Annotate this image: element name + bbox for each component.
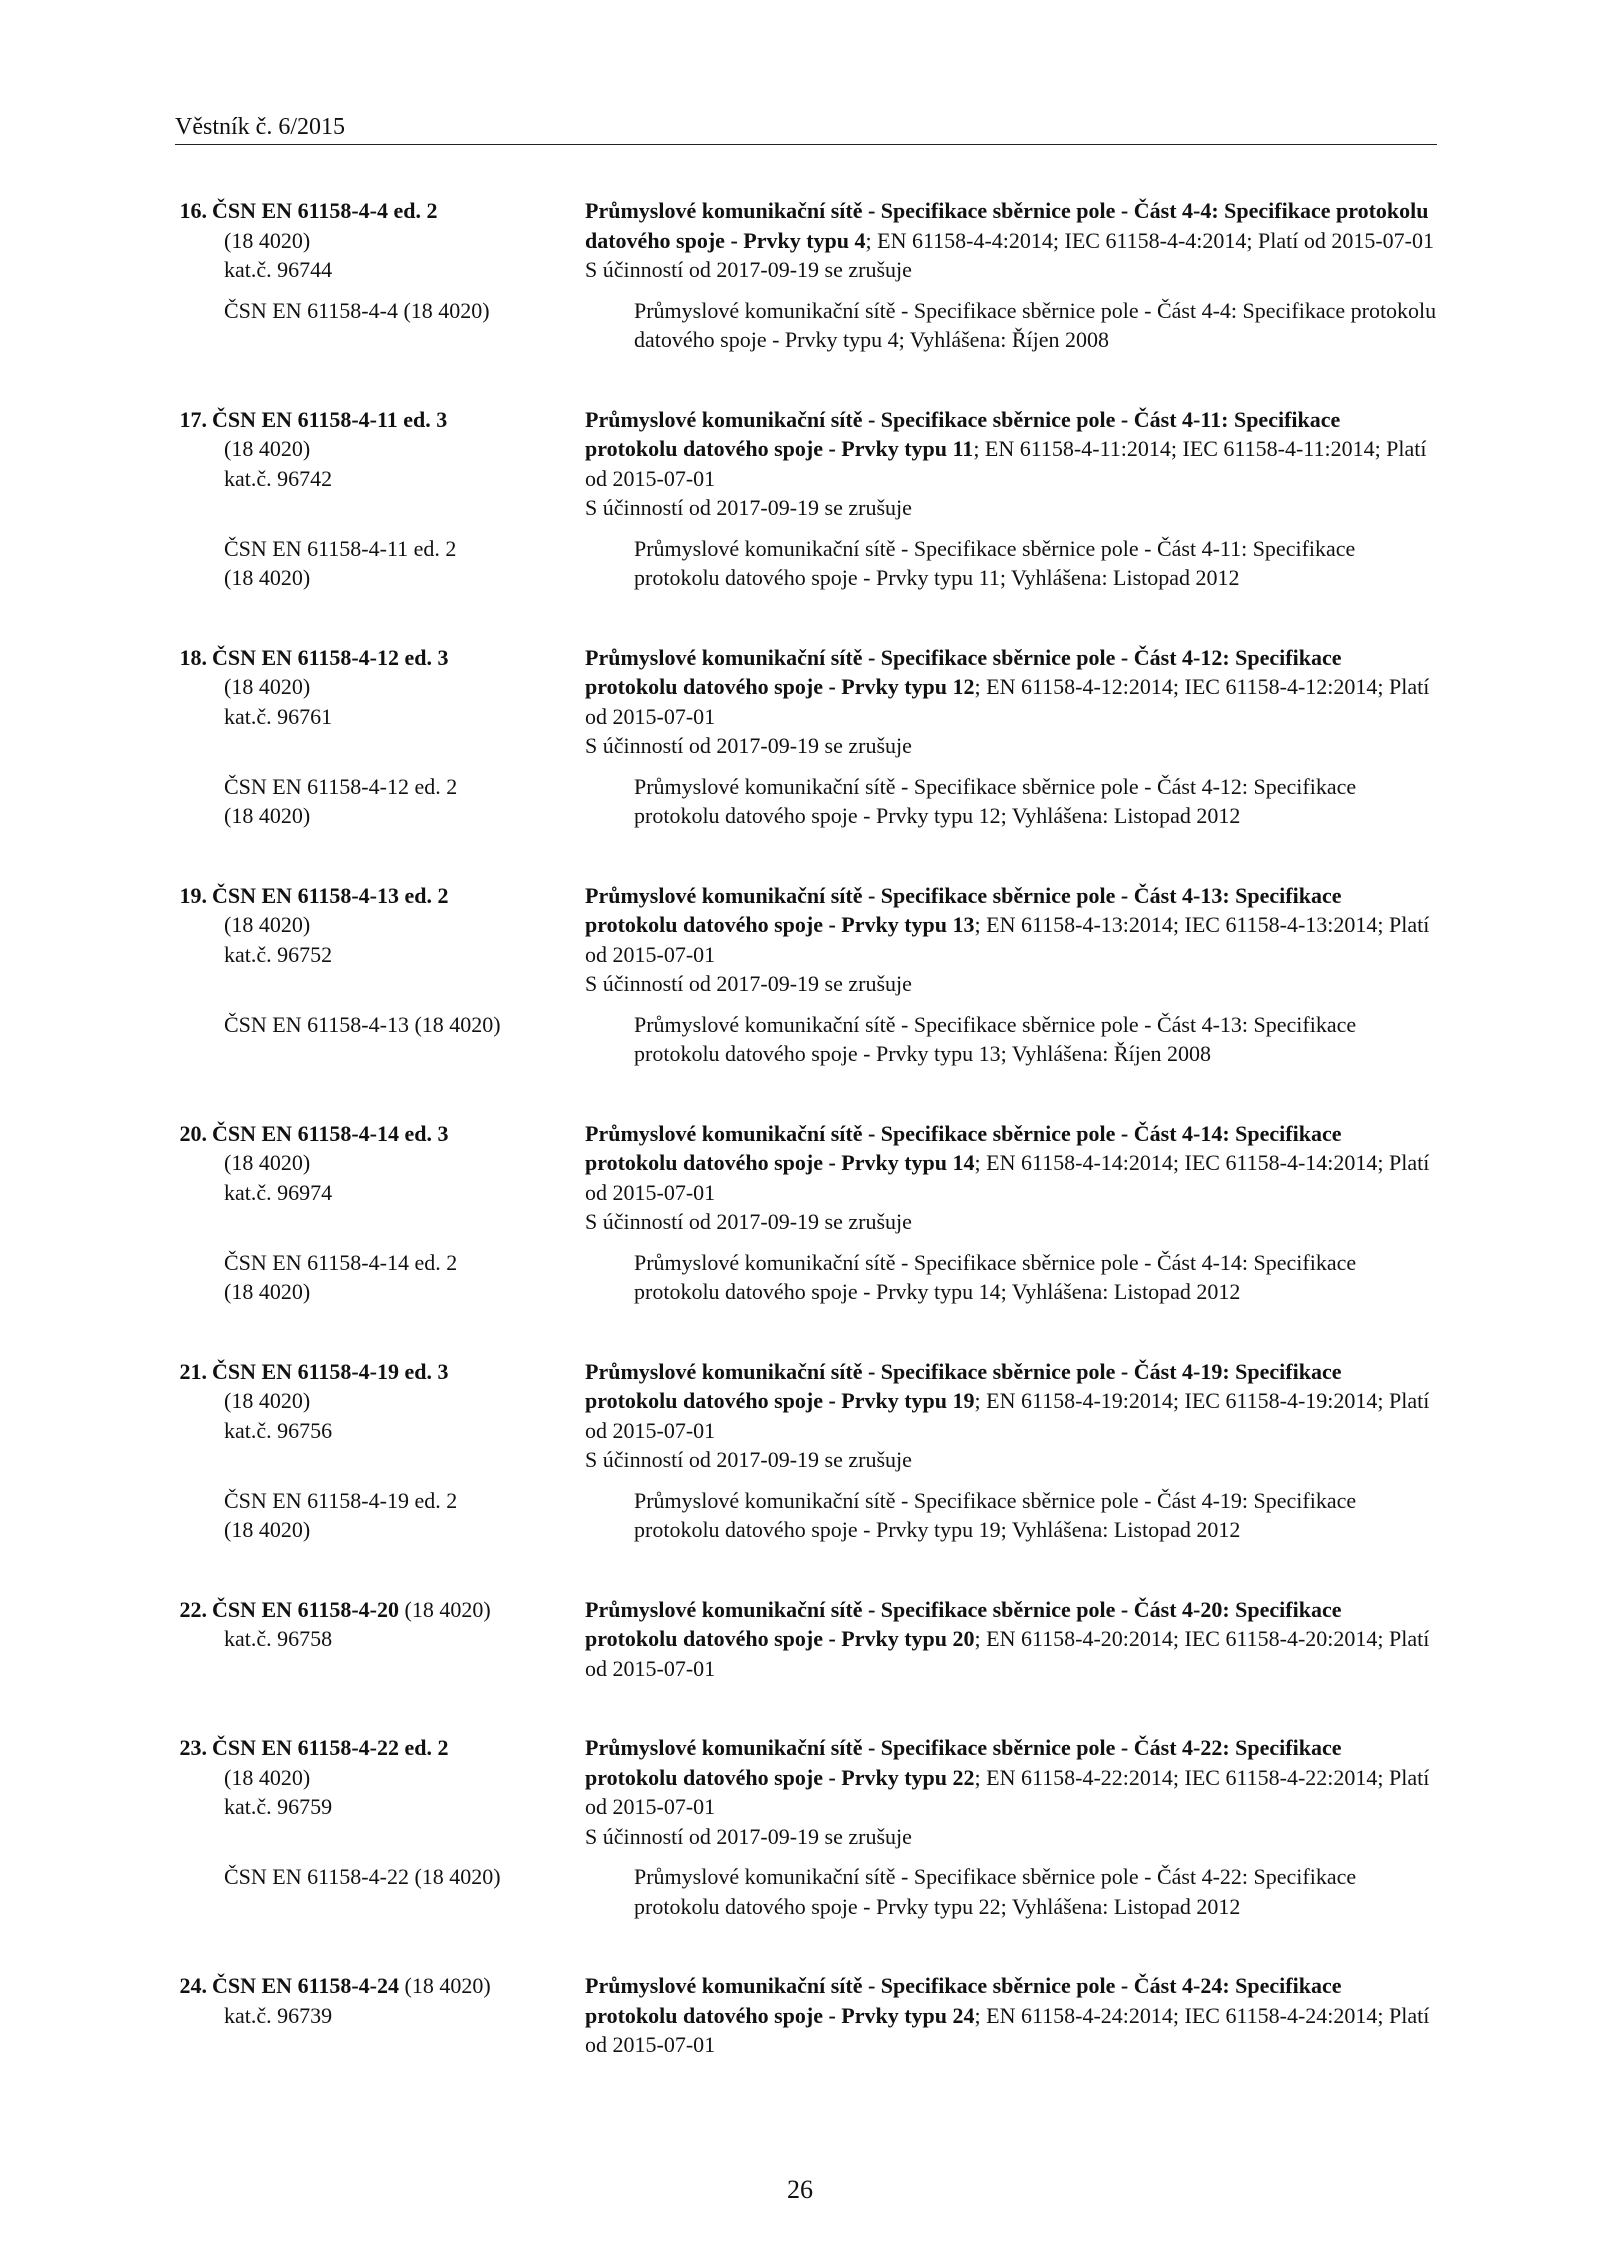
replaced-standard-code	[175, 534, 634, 593]
entry-number: 16.	[179, 198, 207, 223]
replaced-standard-code	[175, 1248, 634, 1307]
standard-code-line	[175, 405, 585, 435]
standard-title-rest: ; EN 61158-4-12:2014; IEC 61158-4-12:2014; Platí od 2015-07-01	[585, 674, 1430, 729]
standard-main-block	[175, 1971, 1437, 2060]
standard-title	[585, 643, 1437, 732]
standard-title-bold: Průmyslové komunikační sítě - Specifikace sběrnice pole - Část 4-24: Specifikace protokolu datového spoje - Prvky typu 24	[585, 1973, 1342, 2028]
replaced-standard-code	[175, 1862, 634, 1921]
replaced-code-line: (18 4020)	[224, 1517, 311, 1542]
standard-main-block	[175, 881, 1437, 999]
standard-entry	[175, 1971, 1437, 2060]
standard-title-rest: ; EN 61158-4-19:2014; IEC 61158-4-19:2014; Platí od 2015-07-01	[585, 1388, 1430, 1443]
standard-description	[585, 881, 1437, 999]
entry-number: 17.	[179, 406, 207, 432]
replaced-standard-block	[175, 1248, 1437, 1307]
standard-entry	[175, 405, 1437, 593]
standard-class-code: (18 4020)	[399, 1596, 491, 1622]
replaced-standard-description: Průmyslové komunikační sítě - Specifikace sběrnice pole - Část 4-4: Specifikace protokolu datového spoje - Prvky typu 4; Vyhlášena: Říjen 2008	[634, 297, 1437, 352]
standard-entry	[175, 881, 1437, 1069]
standard-meta-line: kat.č. 96739	[224, 2002, 333, 2028]
standard-meta-line: kat.č. 96759	[224, 1794, 333, 1819]
replaced-code-line: (18 4020)	[224, 565, 311, 590]
standard-code-line	[175, 1119, 585, 1149]
entry-number: 23.	[179, 1735, 207, 1760]
standard-meta-line: (18 4020)	[224, 227, 311, 253]
replaced-standard-description: Průmyslové komunikační sítě - Specifikace sběrnice pole - Část 4-13: Specifikace protokolu datového spoje - Prvky typu 13; Vyhlášena: Říjen 2008	[634, 1011, 1357, 1066]
standard-title	[585, 196, 1437, 255]
replaced-standard-description: Průmyslové komunikační sítě - Specifikace sběrnice pole - Část 4-22: Specifikace protokolu datového spoje - Prvky typu 22; Vyhlášena: Listopad 2012	[634, 1864, 1357, 1919]
standard-identifier	[175, 1971, 585, 2060]
standard-entry	[175, 1733, 1437, 1921]
standard-title-bold: Průmyslové komunikační sítě - Specifikace sběrnice pole - Část 4-13: Specifikace protokolu datového spoje - Prvky typu 13	[585, 882, 1342, 937]
replaced-standard-code	[175, 1010, 634, 1069]
standard-title-rest: ; EN 61158-4-20:2014; IEC 61158-4-20:2014; Platí od 2015-07-01	[585, 1626, 1430, 1681]
cancellation-note: S účinností od 2017-09-19 se zrušuje	[585, 257, 912, 282]
standard-main-block	[175, 196, 1437, 285]
replaced-standard-code	[175, 1486, 634, 1545]
standard-code: ČSN EN 61158-4-11 ed. 3	[212, 406, 448, 432]
standard-meta-line: kat.č. 96744	[224, 257, 333, 282]
standard-code-line	[175, 1357, 585, 1387]
standard-description	[585, 643, 1437, 761]
replaced-standard-block	[175, 772, 1437, 831]
standard-meta-line: (18 4020)	[224, 912, 311, 937]
replaced-standard-block	[175, 534, 1437, 593]
standard-code: ČSN EN 61158-4-19 ed. 3	[212, 1358, 449, 1384]
standard-meta-line: (18 4020)	[224, 436, 311, 461]
replaced-code-line: ČSN EN 61158-4-14 ed. 2	[224, 1249, 458, 1275]
replaced-standard-block	[175, 1010, 1437, 1069]
standard-description	[585, 1119, 1437, 1237]
standard-title	[585, 881, 1437, 970]
standard-main-block	[175, 1595, 1437, 1684]
cancellation-note: S účinností od 2017-09-19 se zrušuje	[585, 1209, 912, 1234]
standard-meta-line: (18 4020)	[224, 1764, 311, 1790]
standard-title-bold: Průmyslové komunikační sítě - Specifikace sběrnice pole - Část 4-20: Specifikace protokolu datového spoje - Prvky typu 20	[585, 1596, 1342, 1651]
entry-number: 21.	[179, 1358, 207, 1384]
standard-code-line	[175, 1733, 585, 1763]
standard-code-line	[175, 1971, 585, 2001]
standard-meta-line: (18 4020)	[224, 1388, 311, 1413]
standard-title-bold: Průmyslové komunikační sítě - Specifikace sběrnice pole - Část 4-19: Specifikace protokolu datového spoje - Prvky typu 19	[585, 1358, 1342, 1413]
replaced-code-line: ČSN EN 61158-4-11 ed. 2	[224, 535, 457, 561]
standard-meta-line: kat.č. 96742	[224, 465, 333, 491]
replaced-code-line: ČSN EN 61158-4-12 ed. 2	[224, 773, 458, 799]
standard-description	[585, 405, 1437, 523]
standard-main-block	[175, 1357, 1437, 1475]
standard-description	[585, 196, 1437, 285]
standard-title-rest: ; EN 61158-4-4:2014; IEC 61158-4-4:2014; Platí od 2015-07-01	[865, 227, 1435, 253]
standard-main-block	[175, 1733, 1437, 1851]
standard-title	[585, 405, 1437, 494]
standard-title-bold: Průmyslové komunikační sítě - Specifikace sběrnice pole - Část 4-22: Specifikace protokolu datového spoje - Prvky typu 22	[585, 1735, 1342, 1790]
standard-title	[585, 1119, 1437, 1208]
replaced-code-line: (18 4020)	[224, 803, 311, 828]
standard-code: ČSN EN 61158-4-20	[212, 1596, 400, 1622]
standard-code: ČSN EN 61158-4-24	[212, 1973, 400, 1998]
standard-code-line	[175, 643, 585, 673]
replaced-standard-code	[175, 772, 634, 831]
standard-main-block	[175, 405, 1437, 523]
standard-title-bold: Průmyslové komunikační sítě - Specifikace sběrnice pole - Část 4-14: Specifikace protokolu datového spoje - Prvky typu 14	[585, 1120, 1342, 1175]
standard-code: ČSN EN 61158-4-14 ed. 3	[212, 1120, 449, 1146]
replaced-code-line: ČSN EN 61158-4-19 ed. 2	[224, 1487, 458, 1513]
standard-code-line	[175, 196, 585, 226]
standard-meta-line: (18 4020)	[224, 674, 311, 699]
standard-title	[585, 1971, 1437, 2060]
standard-identifier	[175, 196, 585, 285]
replaced-code-line: ČSN EN 61158-4-13 (18 4020)	[224, 1011, 501, 1037]
standard-entry	[175, 1119, 1437, 1307]
standard-code: ČSN EN 61158-4-13 ed. 2	[212, 882, 449, 908]
cancellation-note: S účinností od 2017-09-19 se zrušuje	[585, 495, 912, 520]
replaced-standard-code	[175, 296, 634, 355]
replaced-code-line: (18 4020)	[224, 1279, 311, 1304]
standards-list	[175, 196, 1437, 2110]
standard-title-bold: Průmyslové komunikační sítě - Specifikace sběrnice pole - Část 4-4: Specifikace protokolu datového spoje - Prvky typu 4	[585, 198, 1429, 253]
standard-entry	[175, 643, 1437, 831]
standard-meta-line: kat.č. 96756	[224, 1417, 333, 1443]
replaced-standard-description: Průmyslové komunikační sítě - Specifikace sběrnice pole - Část 4-14: Specifikace protokolu datového spoje - Prvky typu 14; Vyhlášena: Listopad 2012	[634, 1249, 1357, 1304]
standard-identifier	[175, 405, 585, 523]
standard-code-line	[175, 881, 585, 911]
standard-identifier	[175, 643, 585, 761]
standard-entry	[175, 1357, 1437, 1545]
standard-title	[585, 1595, 1437, 1684]
standard-meta-line: kat.č. 96752	[224, 941, 333, 967]
replaced-code-line: ČSN EN 61158-4-22 (18 4020)	[224, 1864, 501, 1889]
standard-title-bold: Průmyslové komunikační sítě - Specifikace sběrnice pole - Část 4-11: Specifikace protokolu datového spoje - Prvky typu 11	[585, 406, 1341, 461]
standard-meta-line: kat.č. 96974	[224, 1179, 333, 1205]
cancellation-note: S účinností od 2017-09-19 se zrušuje	[585, 1447, 912, 1472]
standard-title	[585, 1733, 1437, 1822]
replaced-standard-block	[175, 296, 1437, 355]
replaced-standard-block	[175, 1486, 1437, 1545]
standard-title-rest: ; EN 61158-4-13:2014; IEC 61158-4-13:2014; Platí od 2015-07-01	[585, 912, 1430, 967]
standard-code: ČSN EN 61158-4-12 ed. 3	[212, 644, 449, 670]
cancellation-note: S účinností od 2017-09-19 se zrušuje	[585, 1823, 912, 1849]
standard-description	[585, 1595, 1437, 1684]
cancellation-note: S účinností od 2017-09-19 se zrušuje	[585, 733, 912, 758]
standard-title-rest: ; EN 61158-4-14:2014; IEC 61158-4-14:2014; Platí od 2015-07-01	[585, 1150, 1430, 1205]
standard-description	[585, 1971, 1437, 2060]
standard-code: ČSN EN 61158-4-4 ed. 2	[212, 198, 438, 223]
standard-meta-line: kat.č. 96761	[224, 703, 333, 729]
standard-meta-line: kat.č. 96758	[224, 1626, 333, 1651]
standard-description	[585, 1733, 1437, 1851]
standard-title-rest: ; EN 61158-4-24:2014; IEC 61158-4-24:2014; Platí od 2015-07-01	[585, 2002, 1430, 2057]
entry-number: 20.	[179, 1120, 207, 1146]
entry-number: 18.	[179, 644, 207, 670]
standard-entry	[175, 196, 1437, 355]
standard-code: ČSN EN 61158-4-22 ed. 2	[212, 1735, 449, 1760]
replaced-standard-block	[175, 1862, 1437, 1921]
standard-title-bold: Průmyslové komunikační sítě - Specifikace sběrnice pole - Část 4-12: Specifikace protokolu datového spoje - Prvky typu 12	[585, 644, 1342, 699]
standard-identifier	[175, 881, 585, 999]
replaced-standard-description: Průmyslové komunikační sítě - Specifikace sběrnice pole - Část 4-19: Specifikace protokolu datového spoje - Prvky typu 19; Vyhlášena: Listopad 2012	[634, 1487, 1357, 1542]
standard-title-rest: ; EN 61158-4-22:2014; IEC 61158-4-22:2014; Platí od 2015-07-01	[585, 1764, 1430, 1819]
standard-identifier	[175, 1357, 585, 1475]
standard-title	[585, 1357, 1437, 1446]
replaced-code-line: ČSN EN 61158-4-4 (18 4020)	[224, 297, 490, 323]
standard-code-line	[175, 1595, 585, 1625]
standard-main-block	[175, 1119, 1437, 1237]
standard-identifier	[175, 1733, 585, 1851]
replaced-standard-description: Průmyslové komunikační sítě - Specifikace sběrnice pole - Část 4-11: Specifikace protokolu datového spoje - Prvky typu 11; Vyhlášena: Listopad 2012	[634, 535, 1356, 590]
page-header: Věstník č. 6/2015	[175, 110, 1437, 145]
standard-class-code: (18 4020)	[399, 1973, 491, 1998]
standard-entry	[175, 1595, 1437, 1684]
entry-number: 22.	[179, 1596, 207, 1622]
standard-title-rest: ; EN 61158-4-11:2014; IEC 61158-4-11:2014; Platí od 2015-07-01	[585, 436, 1427, 491]
standard-main-block	[175, 643, 1437, 761]
page-number: 26	[787, 2175, 813, 2204]
replaced-standard-description: Průmyslové komunikační sítě - Specifikace sběrnice pole - Část 4-12: Specifikace protokolu datového spoje - Prvky typu 12; Vyhlášena: Listopad 2012	[634, 773, 1357, 828]
standard-description	[585, 1357, 1437, 1475]
standard-identifier	[175, 1119, 585, 1237]
standard-meta-line: (18 4020)	[224, 1150, 311, 1175]
entry-number: 24.	[179, 1973, 207, 1998]
standard-identifier	[175, 1595, 585, 1684]
entry-number: 19.	[179, 882, 207, 908]
cancellation-note: S účinností od 2017-09-19 se zrušuje	[585, 971, 912, 996]
